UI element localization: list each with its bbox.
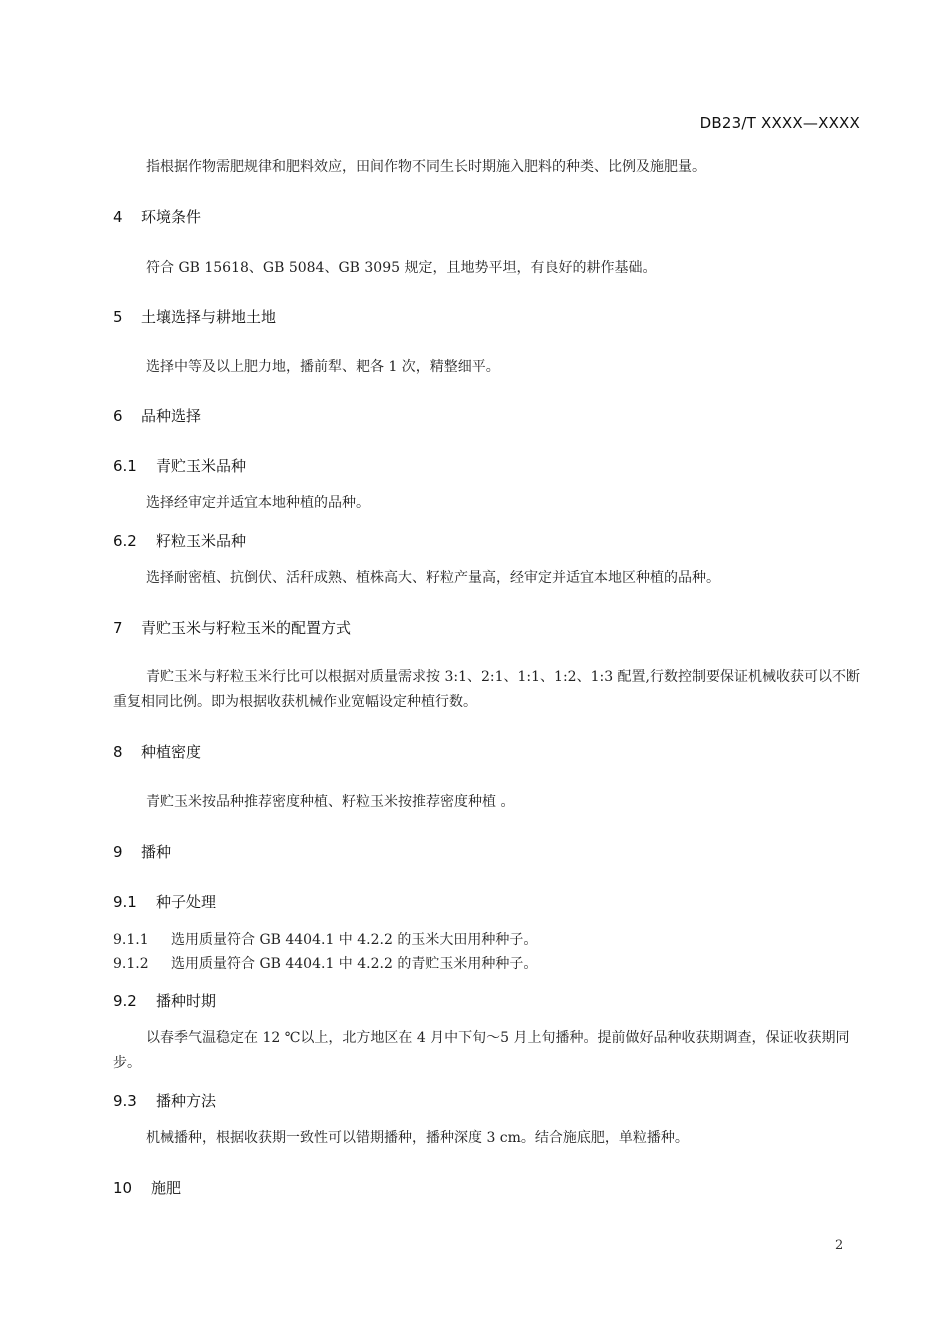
section-number: 7 [113,619,123,637]
clause-9-1-1 [113,929,537,949]
section-9-2-text: 以春季气温稳定在 12 ℃以上，北方地区在 4 月中下旬～5 月上旬播种。提前做好品种收获期调查，保证收获期同步。 [113,1030,850,1071]
section-title: 施肥 [151,1179,182,1197]
section-10-heading [113,1177,181,1198]
section-7-heading [113,617,351,638]
intro-paragraph: 指根据作物需肥规律和肥料效应，田间作物不同生长时期施入肥料的种类、比例及施肥量。 [146,159,706,175]
section-5-text: 选择中等及以上肥力地，播前犁、耙各 1 次，精整细平。 [146,359,500,375]
section-9-heading [113,841,171,862]
section-4-heading [113,206,201,227]
page-number: 2 [835,1238,844,1253]
section-7-text: 青贮玉米与籽粒玉米行比可以根据对质量需求按 3:1、2:1、1:1、1:2、1:3 配置,行数控制要保证机械收获可以不断重复相同比例。即为根据收获机械作业宽幅设定种植行数。 [113,669,861,710]
section-number: 9.3 [113,1092,137,1110]
section-number: 6 [113,407,123,425]
clause-text: 选用质量符合 GB 4404.1 中 4.2.2 的玉米大田用种种子。 [171,932,538,948]
section-9-3-text: 机械播种，根据收获期一致性可以错期播种，播种深度 3 cm。结合施底肥，单粒播种。 [146,1130,689,1146]
section-8-heading [113,741,201,762]
section-number: 8 [113,743,123,761]
section-number: 6.1 [113,457,137,475]
section-title: 青贮玉米与籽粒玉米的配置方式 [141,619,352,637]
section-title: 种植密度 [141,743,202,761]
section-6-1-heading [113,455,246,476]
section-number: 6.2 [113,532,137,550]
section-number: 10 [113,1179,133,1197]
section-title: 播种方法 [156,1092,217,1110]
section-title: 籽粒玉米品种 [156,532,247,550]
section-number: 5 [113,308,123,326]
section-6-2-text: 选择耐密植、抗倒伏、活秆成熟、植株高大、籽粒产量高，经审定并适宜本地区种植的品种。 [146,570,720,586]
section-title: 品种选择 [141,407,202,425]
section-title: 播种时期 [156,992,217,1010]
section-9-1-heading [113,891,216,912]
standard-code-header: DB23/T XXXX—XXXX [699,114,860,132]
section-title: 种子处理 [156,893,217,911]
section-6-2-heading [113,530,246,551]
section-title: 环境条件 [141,208,202,226]
section-title: 播种 [141,843,172,861]
section-5-heading [113,306,276,327]
section-8-text: 青贮玉米按品种推荐密度种植、籽粒玉米按推荐密度种植 。 [146,794,515,810]
section-title: 青贮玉米品种 [156,457,247,475]
section-number: 9.2 [113,992,137,1010]
clause-number: 9.1.2 [113,956,149,972]
section-title: 土壤选择与耕地土地 [141,308,277,326]
clause-number: 9.1.1 [113,932,149,948]
clause-9-1-2 [113,953,537,973]
section-9-2-heading [113,990,216,1011]
clause-text: 选用质量符合 GB 4404.1 中 4.2.2 的青贮玉米用种种子。 [171,956,538,972]
section-number: 9.1 [113,893,137,911]
section-6-1-text: 选择经审定并适宜本地种植的品种。 [146,495,370,511]
section-number: 4 [113,208,123,226]
section-number: 9 [113,843,123,861]
section-9-3-heading [113,1090,216,1111]
section-4-text: 符合 GB 15618、GB 5084、GB 3095 规定，且地势平坦，有良好的耕作基础。 [146,260,657,276]
section-6-heading [113,405,201,426]
